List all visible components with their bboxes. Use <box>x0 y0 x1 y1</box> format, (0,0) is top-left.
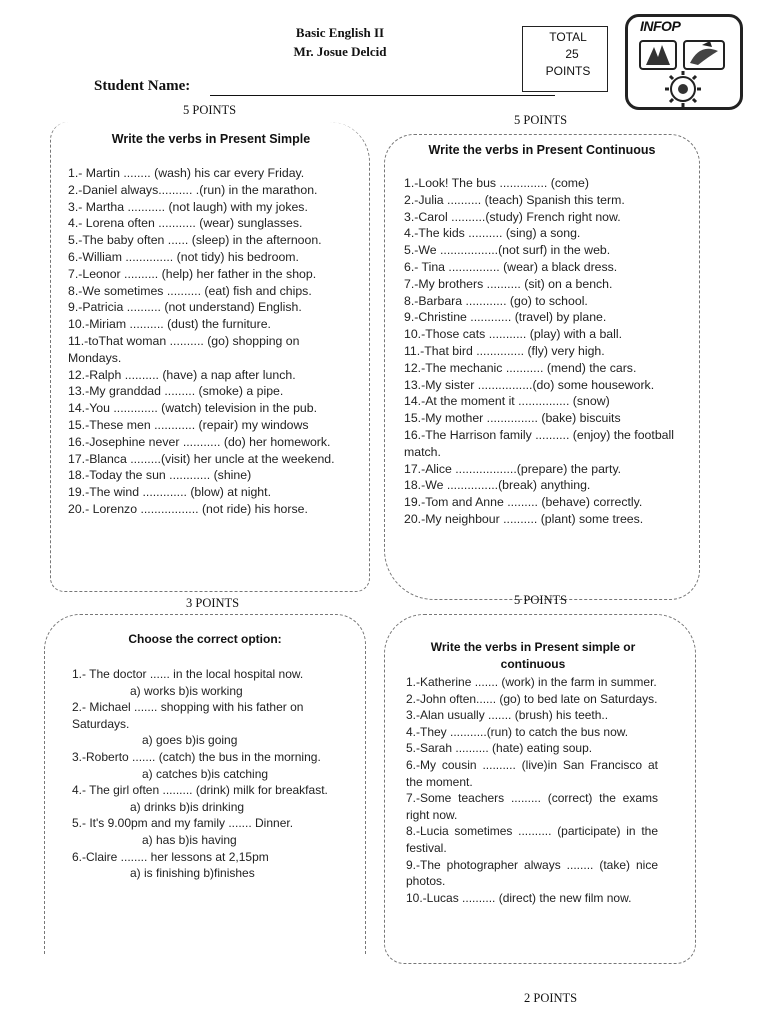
answer-options[interactable]: a) has b)is having <box>142 832 237 847</box>
exercise-item: 16.-The Harrison family .......... (enjoy) the football match. <box>404 427 674 459</box>
exercise-item: 11.-That bird .............. (fly) very high. <box>404 343 605 358</box>
exercise-item: 1.- Martin ........ (wash) his car every Friday. <box>68 166 305 180</box>
logo-text: INFOP <box>640 18 681 34</box>
exercise-item: 8.-Lucia sometimes .......... (participate) in the festival. <box>406 824 658 855</box>
question-text: 5.- It's 9.00pm and my family ....... Dinner. <box>72 816 294 831</box>
present-continuous-list <box>404 175 682 528</box>
exercise-item: 8.-Barbara ............ (go) to school. <box>404 293 588 308</box>
answer-options[interactable]: a) works b)is working <box>130 683 243 698</box>
exercise-item: 3.- Martha ........... (not laugh) with my jokes. <box>68 199 308 214</box>
exercise-item: 20.- Lorenzo ................. (not ride) his horse. <box>68 501 308 516</box>
choose-option-list <box>72 666 344 882</box>
exercise-item: 4.-The kids .......... (sing) a song. <box>404 226 581 241</box>
exercise-item: 18.-Today the sun ............ (shine) <box>68 468 252 483</box>
section2-title: Write the verbs in Present Continuous <box>428 143 656 157</box>
exercise-item: 6.-My cousin .......... (live)in San Francisco at the moment. <box>406 757 658 789</box>
total-value: 25 <box>565 47 579 61</box>
question-text: 2.- Michael ....... shopping with his father on Saturdays. <box>72 700 304 731</box>
answer-options[interactable]: a) catches b)is catching <box>142 766 269 781</box>
exercise-item: 14.-You ............. (watch) television in the pub. <box>68 401 318 416</box>
exercise-item: 12.-The mechanic ........... (mend) the cars. <box>404 360 637 375</box>
exercise-item: 9.-The photographer always ........ (take) nice photos. <box>406 857 658 889</box>
exercise-item: 4.- Lorena often ........... (wear) sunglasses. <box>68 216 303 231</box>
section1-points: 5 POINTS <box>183 103 237 117</box>
question-text: 4.- The girl often ......... (drink) milk for breakfast. <box>72 783 328 798</box>
student-name-label: Student Name: <box>94 78 191 94</box>
exercise-item: 10.-Lucas .......... (direct) the new film now. <box>406 890 632 905</box>
answer-options[interactable]: a) is finishing b)finishes <box>130 866 255 881</box>
exercise-item: 18.-We ...............(break) anything. <box>404 478 591 493</box>
exercise-item: 17.-Alice ..................(prepare) the party. <box>404 461 622 476</box>
section2-points: 5 POINTS <box>514 113 568 127</box>
exercise-item: 1.-Katherine ....... (work) in the farm in summer. <box>406 675 657 689</box>
exercise-item: 9.-Patricia .......... (not understand) English. <box>68 300 302 315</box>
exercise-item: 14.-At the moment it ............... (snow) <box>404 394 610 409</box>
student-name-field[interactable] <box>210 95 555 96</box>
exercise-item: 7.-My brothers .......... (sit) on a bench. <box>404 276 613 291</box>
exercise-item: 16.-Josephine never ........... (do) her homework. <box>68 434 331 449</box>
section4-title: Write the verbs in Present simple or continuous <box>430 640 636 671</box>
exercise-item: 9.-Christine ............ (travel) by plane. <box>404 310 607 325</box>
exercise-item: 1.-Look! The bus .............. (come) <box>404 176 589 190</box>
exercise-item: 3.-Alan usually ....... (brush) his teeth.. <box>406 708 609 723</box>
section3-title: Choose the correct option: <box>128 632 282 646</box>
exercise-item: 15.-These men ............ (repair) my windows <box>68 417 309 432</box>
footer-points: 2 POINTS <box>524 991 578 1005</box>
exercise-item: 3.-Carol ..........(study) French right now. <box>404 209 621 224</box>
exercise-item: 8.-We sometimes .......... (eat) fish and chips. <box>68 283 312 298</box>
question-text: 3.-Roberto ....... (catch) the bus in the morning. <box>72 749 321 764</box>
exercise-item: 5.-We .................(not surf) in the web. <box>404 243 611 258</box>
exercise-item: 5.-The baby often ...... (sleep) in the afternoon. <box>68 233 322 248</box>
exercise-item: 7.-Some teachers ......... (correct) the exams right now. <box>406 791 658 822</box>
exercise-item: 20.-My neighbour .......... (plant) some trees. <box>404 511 644 526</box>
course-title: Basic English II <box>295 25 385 40</box>
exercise-item: 2.-Daniel always.......... .(run) in the marathon. <box>68 182 318 197</box>
total-points-box <box>522 26 608 92</box>
section3-points: 3 POINTS <box>186 596 240 610</box>
exercise-item: 10.-Miriam .......... (dust) the furniture. <box>68 317 271 332</box>
exercise-item: 17.-Blanca .........(visit) her uncle at the weekend. <box>68 451 335 466</box>
exercise-item: 19.-The wind ............. (blow) at night. <box>68 485 271 500</box>
answer-options[interactable]: a) goes b)is going <box>142 733 238 748</box>
section1-title: Write the verbs in Present Simple <box>111 132 311 146</box>
exercise-item: 10.-Those cats ........... (play) with a ball. <box>404 327 623 342</box>
exercise-item: 6.- Tina ............... (wear) a black dress. <box>404 259 618 274</box>
exercise-item: 6.-William .............. (not tidy) his bedroom. <box>68 249 299 264</box>
answer-options[interactable]: a) drinks b)is drinking <box>130 799 245 814</box>
exercise-item: 12.-Ralph .......... (have) a nap after lunch. <box>68 367 296 382</box>
exercise-item: 13.-My sister ................(do) some housework. <box>404 377 655 392</box>
total-unit: POINTS <box>545 64 591 78</box>
question-text: 6.-Claire ........ her lessons at 2,15pm <box>72 849 269 864</box>
question-text: 1.- The doctor ...... in the local hospital now. <box>72 667 304 681</box>
present-simple-list <box>68 165 356 518</box>
exercise-item: 2.-Julia .......... (teach) Spanish this term. <box>404 192 625 207</box>
exercise-item: 7.-Leonor .......... (help) her father in the shop. <box>68 266 317 281</box>
exercise-item: 4.-They ...........(run) to catch the bus now. <box>406 724 629 739</box>
exercise-item: 19.-Tom and Anne ......... (behave) correctly. <box>404 495 643 510</box>
exercise-item: 11.-toThat woman .......... (go) shopping on Mondays. <box>68 333 300 365</box>
total-label: TOTAL <box>549 30 587 44</box>
exercise-item: 15.-My mother ............... (bake) biscuits <box>404 411 621 426</box>
exercise-item: 13.-My granddad ......... (smoke) a pipe. <box>68 384 284 399</box>
exercise-item: 2.-John often...... (go) to bed late on Saturdays. <box>406 691 658 706</box>
teacher-name: Mr. Josue Delcid <box>293 44 387 59</box>
simple-or-continuous-list <box>406 674 658 906</box>
exercise-item: 5.-Sarah .......... (hate) eating soup. <box>406 741 593 756</box>
section4-points: 5 POINTS <box>514 593 568 607</box>
